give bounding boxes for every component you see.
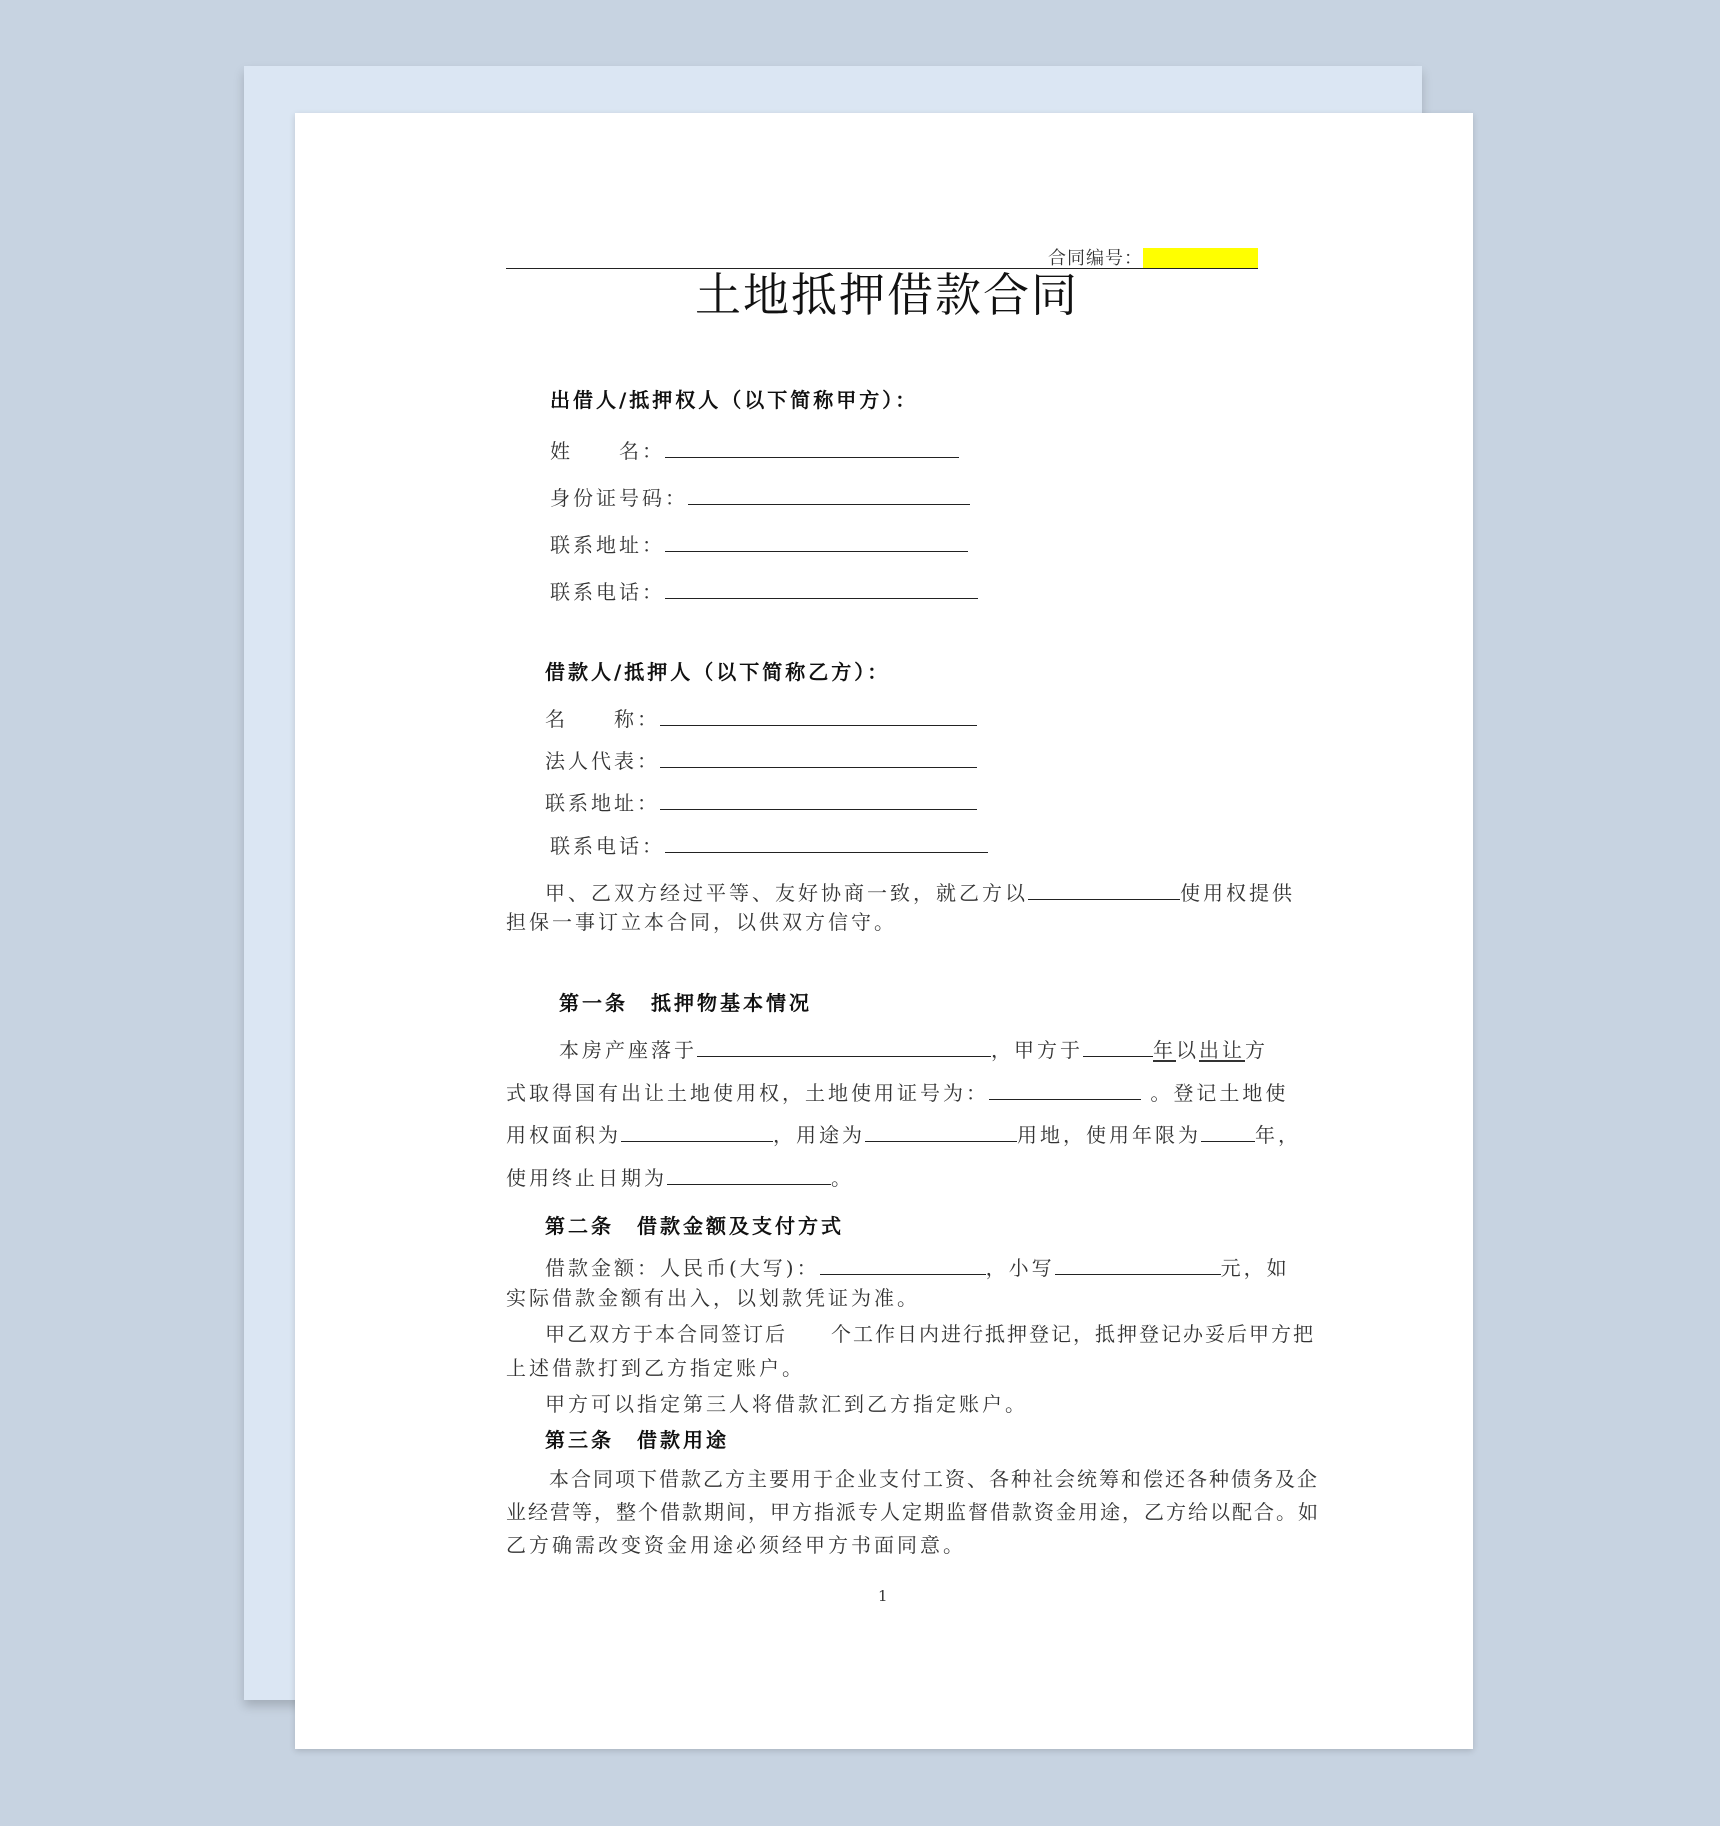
article-2-line-4: 上述借款打到乙方指定账户。 (506, 1356, 805, 1380)
party-b-phone-field[interactable] (665, 832, 988, 853)
a1-text-year: 年 (1153, 1038, 1176, 1062)
land-cert-number-field[interactable] (989, 1079, 1141, 1100)
a1-text-party-a: ，甲方于 (991, 1038, 1083, 1062)
party-a-phone-row (550, 578, 978, 602)
party-b-address-field[interactable] (660, 789, 977, 810)
a2-text-numeric: ，小写 (985, 1256, 1055, 1280)
article-2-heading: 第二条 借款金额及支付方式 (545, 1214, 844, 1238)
article-3-line-3: 乙方确需改变资金用途必须经甲方书面同意。 (506, 1533, 966, 1557)
year-field[interactable] (1083, 1036, 1153, 1057)
party-a-name-field[interactable] (665, 437, 959, 458)
a1-text-fang: 方 (1245, 1038, 1268, 1062)
party-a-address-row (550, 531, 968, 555)
intro-line-2: 担保一事订立本合同，以供双方信守。 (506, 910, 897, 934)
party-a-name-label: 姓 名： (550, 439, 665, 463)
party-a-id-field[interactable] (688, 484, 970, 505)
contract-number-label: 合同编号： (1048, 248, 1143, 269)
party-a-phone-field[interactable] (665, 578, 978, 599)
a1-text-usage: ，用途为 (773, 1123, 865, 1147)
a1-text-term: 用地，使用年限为 (1017, 1123, 1201, 1147)
land-area-field[interactable] (621, 1121, 773, 1142)
use-term-field[interactable] (1201, 1121, 1255, 1142)
party-a-id-row (550, 484, 970, 508)
party-b-heading: 借款人/抵押人（以下简称乙方）： (545, 660, 891, 684)
article-1-heading: 第一条 抵押物基本情况 (559, 991, 812, 1015)
intro-line-1 (545, 879, 1295, 903)
party-a-name-row (550, 437, 959, 461)
intro-text-b: 使用权提供 (1180, 881, 1295, 905)
a1-text-register: 。登记土地使 (1150, 1081, 1289, 1105)
party-a-address-label: 联系地址： (550, 533, 665, 557)
party-b-legal-rep-field[interactable] (660, 747, 977, 768)
article-2-line-5: 甲方可以指定第三人将借款汇到乙方指定账户。 (545, 1392, 1028, 1416)
party-a-phone-label: 联系电话： (550, 580, 665, 604)
document-title: 土地抵押借款合同 (695, 268, 1079, 322)
article-2-line-1 (545, 1254, 1290, 1278)
article-1-line-2 (506, 1079, 1288, 1103)
party-a-heading: 出借人/抵押权人（以下简称甲方）： (550, 388, 919, 412)
article-2-line-2: 实际借款金额有出入，以划款凭证为准。 (506, 1286, 920, 1310)
party-a-id-label: 身份证号码： (550, 486, 688, 510)
party-b-name-field[interactable] (660, 705, 977, 726)
article-1-line-3 (506, 1121, 1301, 1145)
a2-text-amount: 借款金额：人民币(大写)： (545, 1256, 820, 1280)
page-number: 1 (878, 1587, 888, 1605)
article-2-line-3: 甲乙双方于本合同签订后 个工作日内进行抵押登记，抵押登记办妥后甲方把 (545, 1322, 1315, 1346)
end-date-field[interactable] (667, 1164, 831, 1185)
a1-text-period: 。 (831, 1166, 854, 1190)
party-b-phone-label: 联系电话： (550, 834, 665, 858)
party-b-address-row (545, 789, 977, 813)
party-b-name-row (545, 705, 977, 729)
article-3-line-1: 本合同项下借款乙方主要用于企业支付工资、各种社会统筹和偿还各种债务及企 (549, 1467, 1319, 1491)
party-b-legal-rep-label: 法人代表： (545, 749, 660, 773)
intro-collateral-field[interactable] (1028, 879, 1180, 900)
a1-text-by: 以 (1176, 1038, 1199, 1062)
a1-text-cert: 式取得国有出让土地使用权，土地使用证号为： (506, 1081, 989, 1105)
contract-number-field[interactable] (1143, 248, 1258, 269)
article-3-heading: 第三条 借款用途 (545, 1428, 729, 1452)
a2-text-yuan: 元，如 (1220, 1256, 1290, 1280)
amount-numeric-field[interactable] (1055, 1254, 1221, 1275)
amount-words-field[interactable] (820, 1254, 986, 1275)
article-3-line-2: 业经营等，整个借款期间，甲方指派专人定期监督借款资金用途，乙方给以配合。如 (506, 1500, 1320, 1524)
a1-text-transfer: 出让 (1199, 1038, 1245, 1062)
party-b-address-label: 联系地址： (545, 791, 660, 815)
party-b-legal-rep-row (545, 747, 977, 771)
article-1-line-4 (506, 1164, 854, 1188)
party-b-phone-row (550, 832, 988, 856)
a1-text-end-date: 使用终止日期为 (506, 1166, 667, 1190)
party-a-address-field[interactable] (665, 531, 968, 552)
a1-text-area: 用权面积为 (506, 1123, 621, 1147)
land-usage-field[interactable] (865, 1121, 1017, 1142)
property-location-field[interactable] (697, 1036, 991, 1057)
intro-text-a: 甲、乙双方经过平等、友好协商一致，就乙方以 (545, 881, 1028, 905)
party-b-name-label: 名 称： (545, 707, 660, 731)
a1-text-years: 年， (1255, 1123, 1301, 1147)
article-1-line-1 (559, 1036, 1268, 1060)
a1-text-location: 本房产座落于 (559, 1038, 697, 1062)
